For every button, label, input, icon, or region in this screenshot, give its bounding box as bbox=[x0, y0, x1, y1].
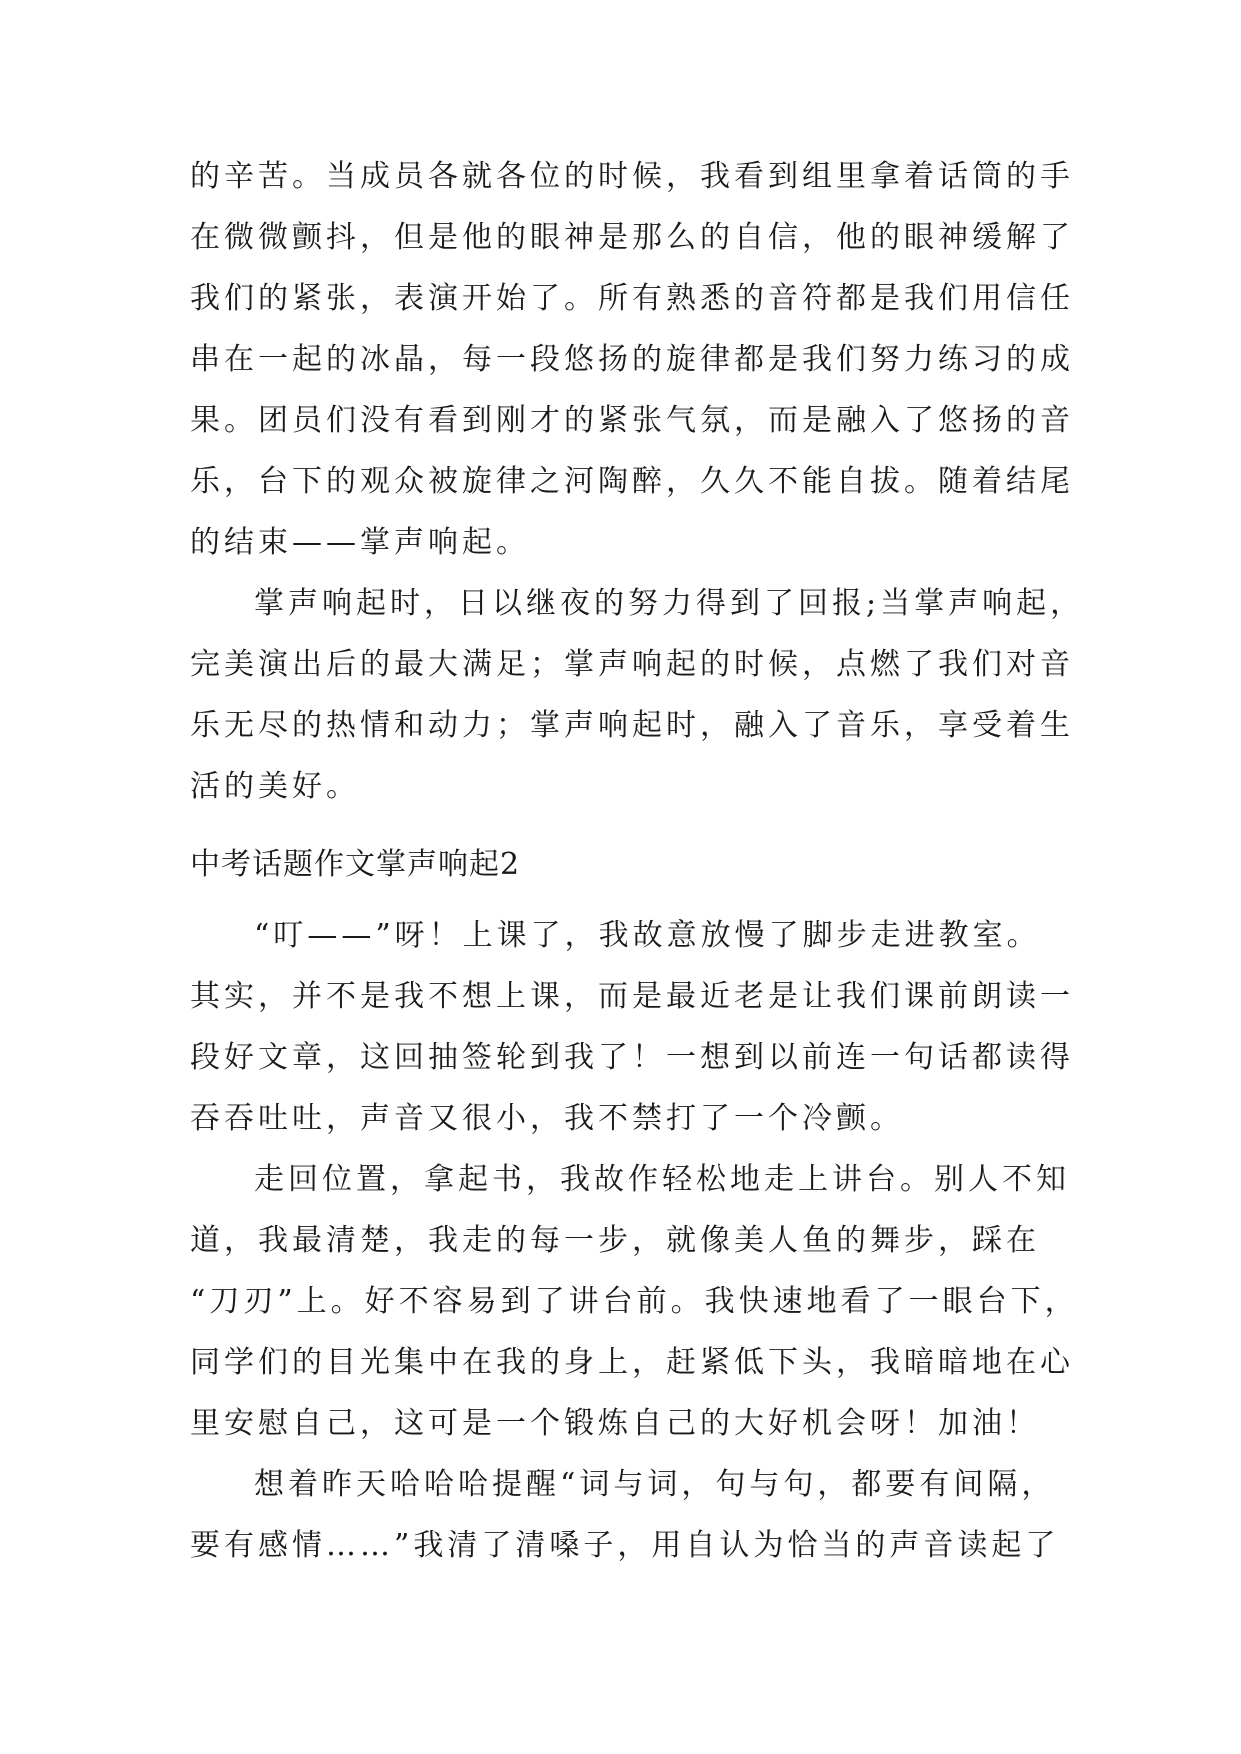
text-line: 掌声响起时，日以继夜的努力得到了回报;当掌声响起， bbox=[254, 586, 1085, 621]
text-line: 里安慰自己，这可是一个锻炼自己的大好机会呀！加油！ bbox=[190, 1406, 1040, 1441]
text-line: 其实，并不是我不想上课，而是最近老是让我们课前朗读一 bbox=[190, 979, 1074, 1014]
essay-2-body bbox=[190, 905, 1079, 1576]
paragraph bbox=[190, 905, 1074, 1149]
essay-1-body bbox=[190, 146, 1085, 817]
text-line: “刀刃”上。好不容易到了讲台前。我快速地看了一眼台下， bbox=[190, 1284, 1079, 1319]
text-line: 活的美好。 bbox=[190, 769, 360, 804]
text-line: 道，我最清楚，我走的每一步，就像美人鱼的舞步，踩在 bbox=[190, 1223, 1040, 1258]
text-line: 果。团员们没有看到刚才的紧张气氛，而是融入了悠扬的音 bbox=[190, 403, 1074, 438]
text-line: 在微微颤抖，但是他的眼神是那么的自信，他的眼神缓解了 bbox=[190, 220, 1074, 255]
section-title: 中考话题作文掌声响起2 bbox=[190, 847, 521, 882]
paragraph bbox=[190, 573, 1085, 817]
text-line: 的辛苦。当成员各就各位的时候，我看到组里拿着话筒的手 bbox=[190, 159, 1074, 194]
text-line: 吞吞吐吐，声音又很小，我不禁打了一个冷颤。 bbox=[190, 1101, 904, 1136]
text-line: 乐，台下的观众被旋律之河陶醉，久久不能自拔。随着结尾 bbox=[190, 464, 1074, 499]
text-line: 段好文章，这回抽签轮到我了！一想到以前连一句话都读得 bbox=[190, 1040, 1074, 1075]
text-line: 我们的紧张，表演开始了。所有熟悉的音符都是我们用信任 bbox=[190, 281, 1074, 316]
paragraph bbox=[190, 1149, 1079, 1454]
text-line: “叮——”呀！上课了，我故意放慢了脚步走进教室。 bbox=[254, 918, 1041, 953]
text-line: 要有感情……”我清了清嗓子，用自认为恰当的声音读起了 bbox=[190, 1528, 1060, 1563]
text-line: 完美演出后的最大满足；掌声响起的时候，点燃了我们对音 bbox=[190, 647, 1074, 682]
text-line: 同学们的目光集中在我的身上，赶紧低下头，我暗暗地在心 bbox=[190, 1345, 1074, 1380]
text-line: 串在一起的冰晶，每一段悠扬的旋律都是我们努力练习的成 bbox=[190, 342, 1074, 377]
paragraph bbox=[190, 1454, 1060, 1576]
text-line: 的结束——掌声响起。 bbox=[190, 525, 530, 560]
text-line: 走回位置，拿起书，我故作轻松地走上讲台。别人不知 bbox=[254, 1162, 1070, 1197]
text-line: 乐无尽的热情和动力；掌声响起时，融入了音乐，享受着生 bbox=[190, 708, 1074, 743]
text-line: 想着昨天哈哈哈提醒“词与词，句与句，都要有间隔， bbox=[254, 1467, 1056, 1502]
paragraph bbox=[190, 146, 1074, 573]
